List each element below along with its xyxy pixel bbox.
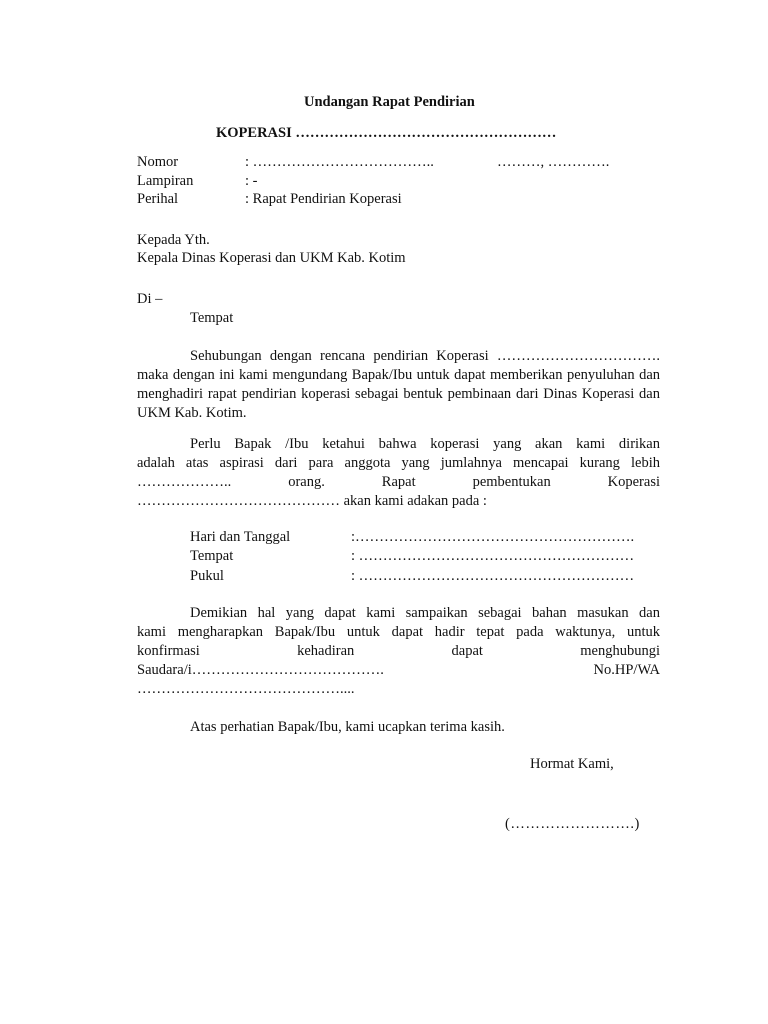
field-lampiran-value: : - [245,173,258,189]
paragraph-aspiration-line3: ……………….. orang. Rapat pembentukan Koperasi [137,474,660,490]
paragraph-aspiration-line2: adalah atas aspirasi dari para anggota yang jumlahnya mencapai kurang lebih [137,455,660,471]
contact-person-blank: Saudara/i…………………………………. [137,662,384,678]
paragraph-confirmation-line1: Demikian hal yang dapat kami sampaikan sebagai bahan masukan dan [190,605,660,621]
recipient-greeting: Kepada Yth. [137,232,210,248]
paragraph-opening [137,347,660,423]
schedule-time-value: : ………………………………………………… [351,568,635,584]
field-perihal-value: : Rapat Pendirian Koperasi [245,191,402,207]
recipient-name: Kepala Dinas Koperasi dan UKM Kab. Kotim [137,250,406,266]
schedule-place-value: : ………………………………………………… [351,548,635,564]
closing-thanks: Atas perhatian Bapak/Ibu, kami ucapkan terima kasih. [190,719,505,735]
field-perihal-label: Perihal [137,191,179,207]
signature-name-blank: (…………………….) [505,816,640,832]
signature-greeting: Hormat Kami, [530,756,614,772]
paragraph-confirmation [137,604,660,699]
field-nomor-value: : ……………………………….. [245,154,434,170]
paragraph-aspiration [137,435,660,511]
letter-title: Undangan Rapat Pendirian [304,94,475,110]
schedule-place-label: Tempat [190,548,234,564]
paragraph-confirmation-line4 [137,661,660,680]
schedule-time-label: Pukul [190,568,224,584]
koperasi-name-blank: ……………………………………………… [295,125,557,141]
location-tempat: Tempat [190,310,234,326]
field-place-date: ………, …………. [497,154,610,170]
contact-phone-label: No.HP/WA [593,662,660,678]
paragraph-aspiration-line1: Perlu Bapak /Ibu ketahui bahwa koperasi yang akan kami dirikan [190,436,660,452]
schedule-date-value: :…………………………………………………. [351,529,635,545]
paragraph-confirmation-line3: konfirmasi kehadiran dapat menghubungi [137,643,660,659]
field-lampiran-label: Lampiran [137,173,194,189]
paragraph-confirmation-line2: kami mengharapkan Bapak/Ibu untuk dapat hadir tepat pada waktunya, untuk [137,624,660,640]
paragraph-aspiration-line4: …………………………………… akan kami adakan pada : [137,493,487,509]
schedule-date-label: Hari dan Tanggal [190,529,291,545]
paragraph-confirmation-line5: …………………………………….... [137,681,355,697]
koperasi-heading [216,124,556,143]
koperasi-label: KOPERASI [216,125,292,141]
location-di: Di – [137,291,163,307]
field-nomor-label: Nomor [137,154,179,170]
paragraph-opening-text: Sehubungan dengan rencana pendirian Koperasi ……………………………. maka dengan ini kami mengundang Bapak/Ibu untuk dapat memberikan penyuluhan dan menghadiri rapat pendirian koperasi sebagai bentuk pembinaan dari Dinas Koperasi dan UKM Kab. Kotim. [137,348,660,421]
